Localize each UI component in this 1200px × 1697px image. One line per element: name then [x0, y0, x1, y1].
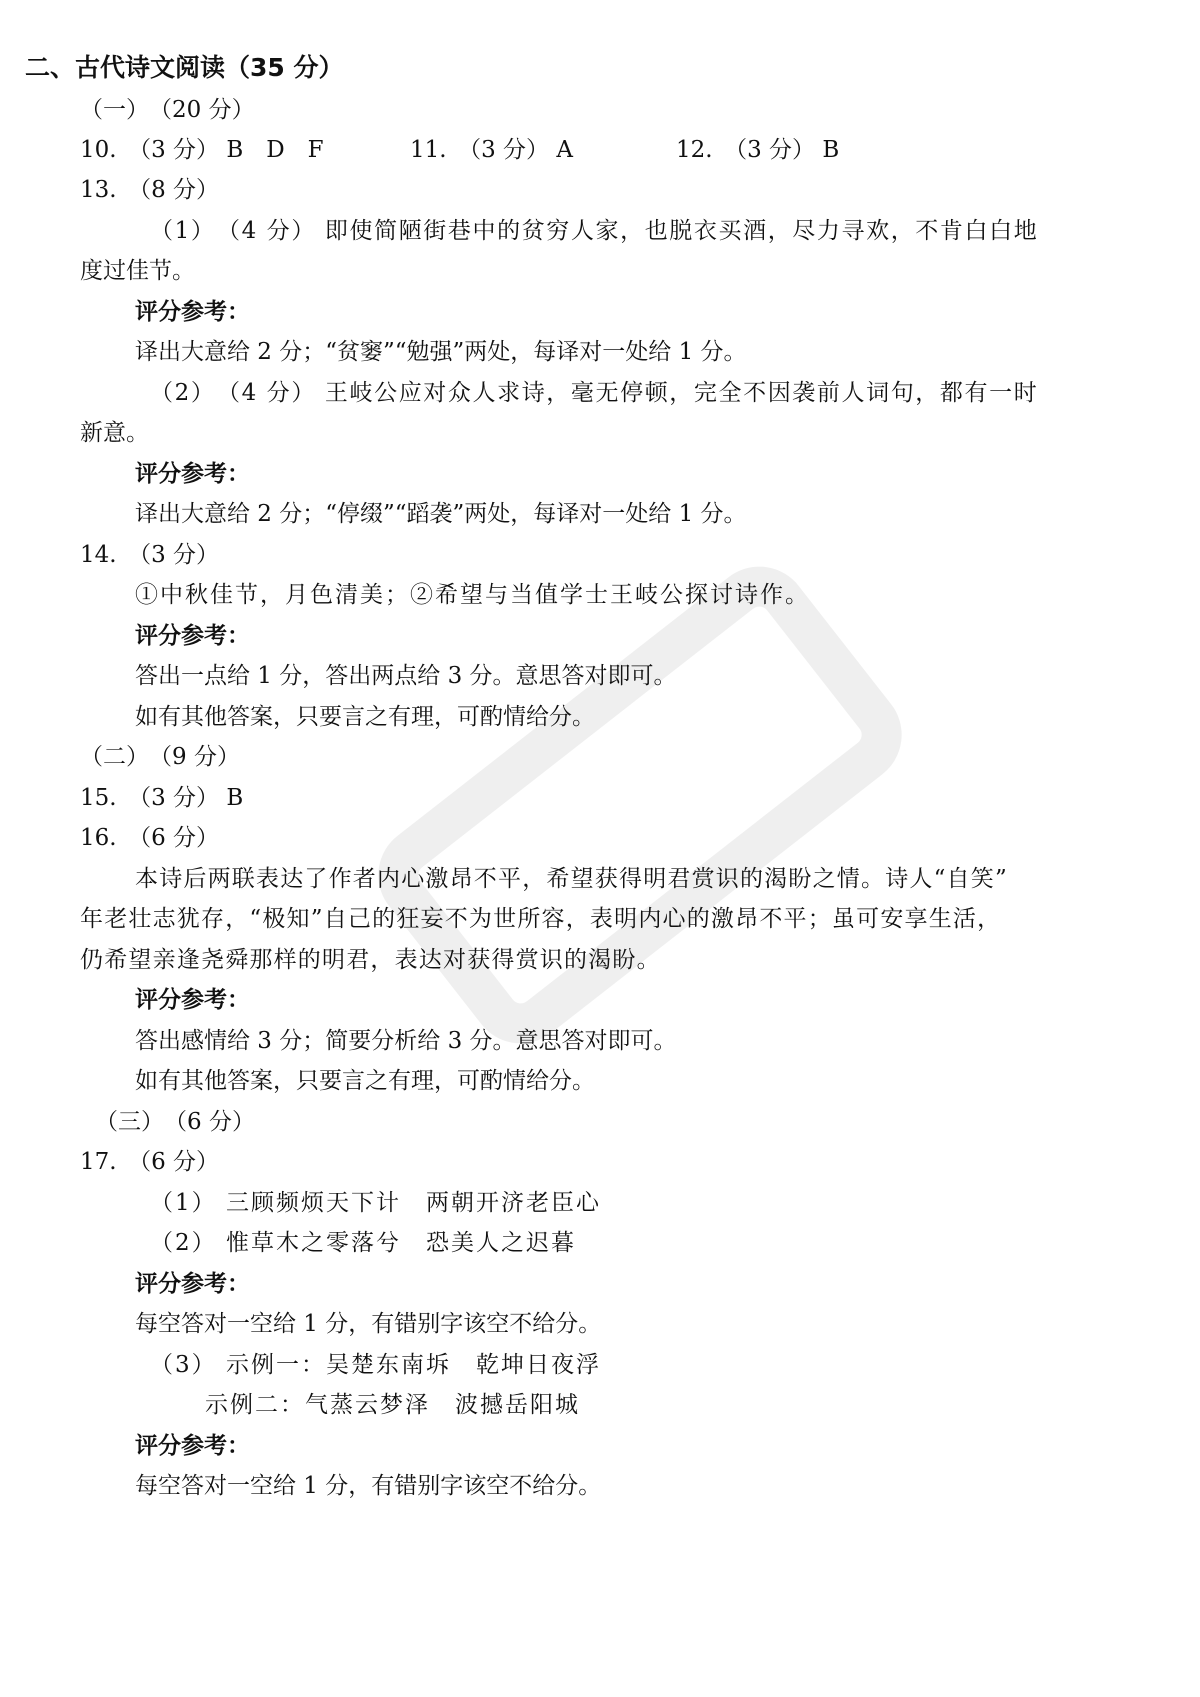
q17-answer2: （2） 惟草木之零落兮 恐美人之迟暮 — [150, 1230, 576, 1256]
q16-heading: 16. （6 分） — [80, 825, 220, 851]
q13-ref2-text: 译出大意给 2 分；“停缀”“蹈袭”两处，每译对一处给 1 分。 — [135, 501, 747, 527]
q13-s1-line1: （1） （4 分） 即使简陋街巷中的贫穷人家，也脱衣买酒，尽力寻欢，不肯白白地 — [150, 218, 1039, 244]
q13-s2-line1: （2） （4 分） 王岐公应对众人求诗，毫无停顿，完全不因袭前人词句，都有一时 — [150, 380, 1039, 406]
q10-12-row — [0, 134, 1200, 166]
q17-ref1-label: 评分参考： — [135, 1271, 250, 1297]
q17-heading: 17. （6 分） — [80, 1149, 220, 1175]
q16-ref-text2: 如有其他答案，只要言之有理，可酌情给分。 — [135, 1068, 595, 1094]
q14-ref-text2: 如有其他答案，只要言之有理，可酌情给分。 — [135, 704, 595, 730]
q14-ref-label: 评分参考： — [135, 623, 250, 649]
q13-s1-line2: 度过佳节。 — [80, 258, 195, 284]
part1-label: （一） （20 分） — [80, 97, 255, 123]
q16-line1: 本诗后两联表达了作者内心激昂不平，希望获得明君赏识的渴盼之情。诗人“自笑” — [135, 866, 1008, 892]
section-title: 二、古代诗文阅读（35 分） — [25, 53, 344, 82]
part3-label: （三） （6 分） — [95, 1109, 255, 1135]
q14-ref-text1: 答出一点给 1 分，答出两点给 3 分。意思答对即可。 — [135, 663, 677, 689]
q17-answer1: （1） 三顾频烦天下计 两朝开济老臣心 — [150, 1190, 601, 1216]
q11-answer: 11. （3 分） A — [410, 137, 573, 163]
q17-ref2-text: 每空答对一空给 1 分，有错别字该空不给分。 — [135, 1473, 602, 1499]
q13-ref1-text: 译出大意给 2 分；“贫窭”“勉强”两处，每译对一处给 1 分。 — [135, 339, 747, 365]
q16-line3: 仍希望亲逢尧舜那样的明君，表达对获得赏识的渴盼。 — [80, 947, 661, 973]
q17-answer3-example2: 示例二：气蒸云梦泽 波撼岳阳城 — [205, 1392, 580, 1418]
q10-answer: 10. （3 分） B D F — [80, 137, 324, 163]
q17-ref1-text: 每空答对一空给 1 分，有错别字该空不给分。 — [135, 1311, 602, 1337]
q14-answer: ①中秋佳节，月色清美；②希望与当值学士王岐公探讨诗作。 — [135, 582, 810, 608]
q17-answer3-example1: （3） 示例一：吴楚东南坼 乾坤日夜浮 — [150, 1352, 601, 1378]
q12-answer: 12. （3 分） B — [676, 137, 840, 163]
q15-answer: 15. （3 分） B — [80, 785, 244, 811]
q14-heading: 14. （3 分） — [80, 542, 220, 568]
q13-ref1-label: 评分参考： — [135, 299, 250, 325]
q16-ref-text1: 答出感情给 3 分；简要分析给 3 分。意思答对即可。 — [135, 1028, 677, 1054]
q17-ref2-label: 评分参考： — [135, 1433, 250, 1459]
q13-s2-line2: 新意。 — [80, 420, 149, 446]
q13-heading: 13. （8 分） — [80, 177, 220, 203]
q16-line2: 年老壮志犹存，“极知”自己的狂妄不为世所容，表明内心的激昂不平；虽可安享生活， — [80, 906, 1002, 932]
part2-label: （二） （9 分） — [80, 744, 240, 770]
q13-ref2-label: 评分参考： — [135, 461, 250, 487]
q16-ref-label: 评分参考： — [135, 987, 250, 1013]
